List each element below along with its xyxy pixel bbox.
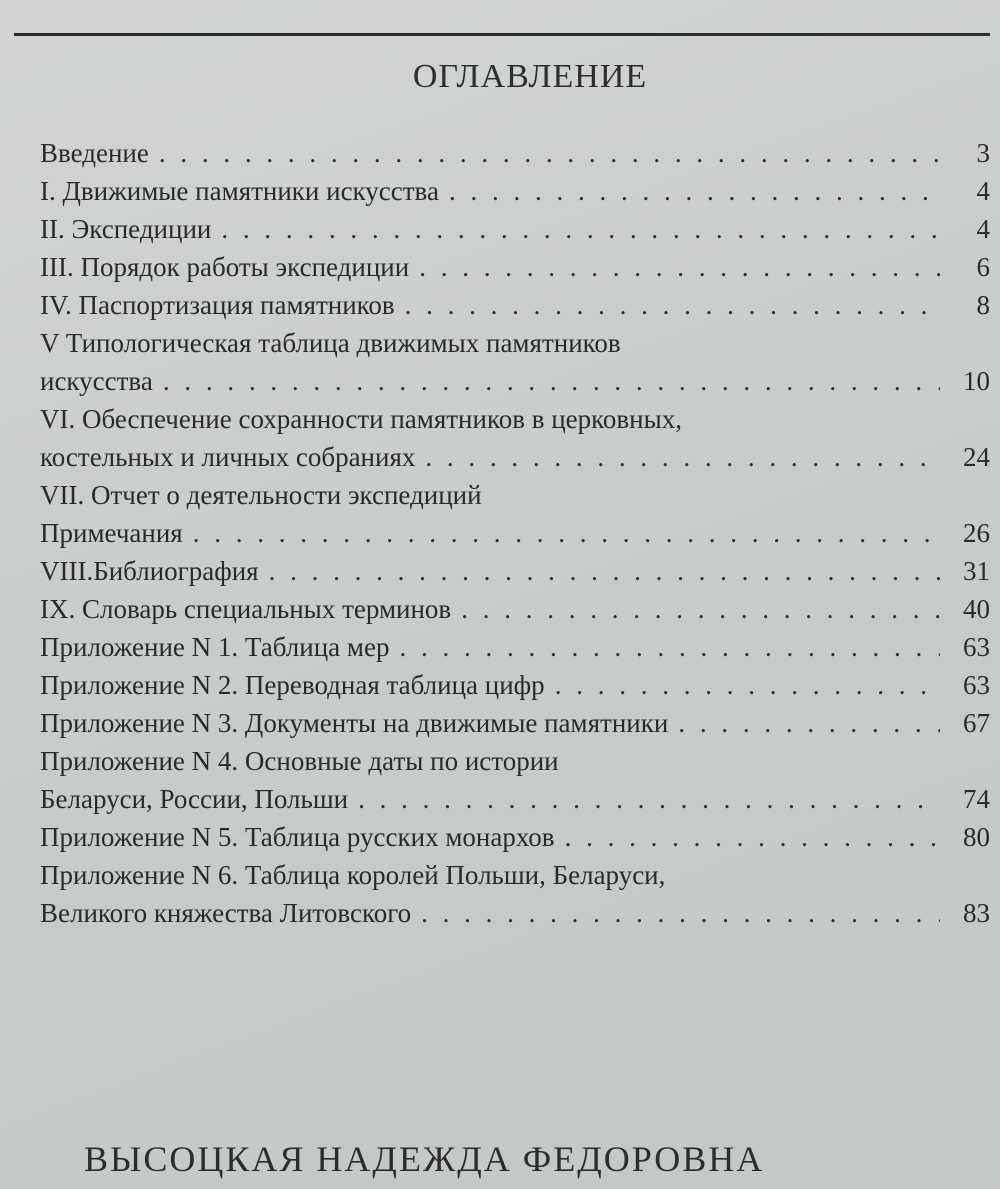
toc-entry-title: Приложение N 4. Основные даты по истории <box>40 746 559 776</box>
toc-entry-line <box>40 514 990 552</box>
toc-page-number: 63 <box>963 670 990 700</box>
toc-entry-title: IX. Словарь специальных терминов <box>40 594 452 624</box>
table-of-contents <box>40 134 990 932</box>
toc-entry <box>40 134 990 172</box>
dot-leader <box>545 666 940 704</box>
toc-entry-line <box>40 552 990 590</box>
dot-leader <box>555 818 940 856</box>
toc-entry-line <box>40 248 990 286</box>
toc-entry <box>40 628 990 666</box>
toc-page-number: 74 <box>963 784 990 814</box>
toc-entry-line <box>40 286 990 324</box>
page-title: ОГЛАВЛЕНИЕ <box>412 58 648 95</box>
toc-page-number: 3 <box>976 138 990 168</box>
toc-entry-title: Введение <box>40 138 149 168</box>
toc-entry-title: Приложение N 3. Документы на движимые памятники <box>40 708 669 738</box>
toc-entry <box>40 552 990 590</box>
dot-leader <box>451 590 940 628</box>
toc-entry <box>40 210 990 248</box>
toc-entry <box>40 742 990 818</box>
toc-entry-title: костельных и личных собраниях <box>40 442 416 472</box>
dot-leader <box>668 704 940 742</box>
dot-leader <box>439 172 940 210</box>
dot-leader <box>415 438 940 476</box>
toc-entry-line-continued <box>40 324 990 362</box>
toc-entry-title: искусства <box>40 366 153 396</box>
toc-entry-line <box>40 134 990 172</box>
toc-entry <box>40 400 990 476</box>
toc-page-number: 40 <box>963 594 990 624</box>
toc-entry-title: Приложение N 6. Таблица королей Польши, Беларуси, <box>40 860 666 890</box>
toc-entry-line-continued <box>40 856 990 894</box>
toc-page-number: 63 <box>963 632 990 662</box>
dot-leader <box>153 362 940 400</box>
toc-entry <box>40 286 990 324</box>
dot-leader <box>395 286 940 324</box>
toc-entry-line <box>40 894 990 932</box>
toc-entry-line <box>40 590 990 628</box>
toc-entry-title: IV. Паспортизация памятников <box>40 290 395 320</box>
toc-entry-line <box>40 438 990 476</box>
toc-entry-line <box>40 780 990 818</box>
toc-entry-title: VI. Обеспечение сохранности памятников в церковных, <box>40 404 682 434</box>
toc-entry <box>40 704 990 742</box>
toc-entry-title: Примечания <box>40 518 183 548</box>
toc-entry <box>40 476 990 552</box>
toc-entry <box>40 856 990 932</box>
toc-page-number: 67 <box>963 708 990 738</box>
toc-page-number: 24 <box>963 442 990 472</box>
toc-entry-title: Беларуси, России, Польши <box>40 784 349 814</box>
toc-entry-title: V Типологическая таблица движимых памятников <box>40 328 621 358</box>
dot-leader <box>348 780 940 818</box>
author-name: ВЫСОЦКАЯ НАДЕЖДА ФЕДОРОВНА <box>84 1139 765 1179</box>
toc-page-number: 26 <box>963 518 990 548</box>
dot-leader <box>389 628 940 666</box>
toc-entry <box>40 590 990 628</box>
toc-entry-line <box>40 666 990 704</box>
toc-entry <box>40 324 990 400</box>
toc-entry-title: Великого княжества Литовского <box>40 898 412 928</box>
toc-page-number: 10 <box>963 366 990 396</box>
toc-entry-title: Приложение N 1. Таблица мер <box>40 632 390 662</box>
toc-entry-title: III. Порядок работы экспедиции <box>40 252 410 282</box>
dot-leader <box>211 210 940 248</box>
toc-entry-line-continued <box>40 400 990 438</box>
dot-leader <box>411 894 940 932</box>
toc-entry-title: II. Экспедиции <box>40 214 212 244</box>
toc-entry <box>40 172 990 210</box>
dot-leader <box>259 552 940 590</box>
toc-page-number: 6 <box>976 252 990 282</box>
toc-page-number: 80 <box>963 822 990 852</box>
toc-entry-line <box>40 172 990 210</box>
toc-entry-line <box>40 210 990 248</box>
toc-entry-title: VII. Отчет о деятельности экспедиций <box>40 480 482 510</box>
toc-page-number: 31 <box>963 556 990 586</box>
toc-entry-line <box>40 628 990 666</box>
toc-page-number: 8 <box>976 290 990 320</box>
toc-page-number: 4 <box>976 214 990 244</box>
toc-entry-line <box>40 704 990 742</box>
toc-entry <box>40 818 990 856</box>
dot-leader <box>149 134 940 172</box>
dot-leader <box>183 514 940 552</box>
toc-entry <box>40 248 990 286</box>
toc-entry-title: I. Движимые памятники искусства <box>40 176 439 206</box>
toc-entry-title: VIII.Библиография <box>40 556 259 586</box>
toc-entry-line <box>40 818 990 856</box>
toc-entry-title: Приложение N 5. Таблица русских монархов <box>40 822 555 852</box>
toc-page-number: 4 <box>976 176 990 206</box>
toc-entry-line <box>40 362 990 400</box>
toc-entry-line-continued <box>40 742 990 780</box>
toc-entry <box>40 666 990 704</box>
toc-entry-title: Приложение N 2. Переводная таблица цифр <box>40 670 545 700</box>
top-rule <box>14 33 990 36</box>
toc-entry-line-continued <box>40 476 990 514</box>
dot-leader <box>409 248 940 286</box>
toc-page-number: 83 <box>963 898 990 928</box>
